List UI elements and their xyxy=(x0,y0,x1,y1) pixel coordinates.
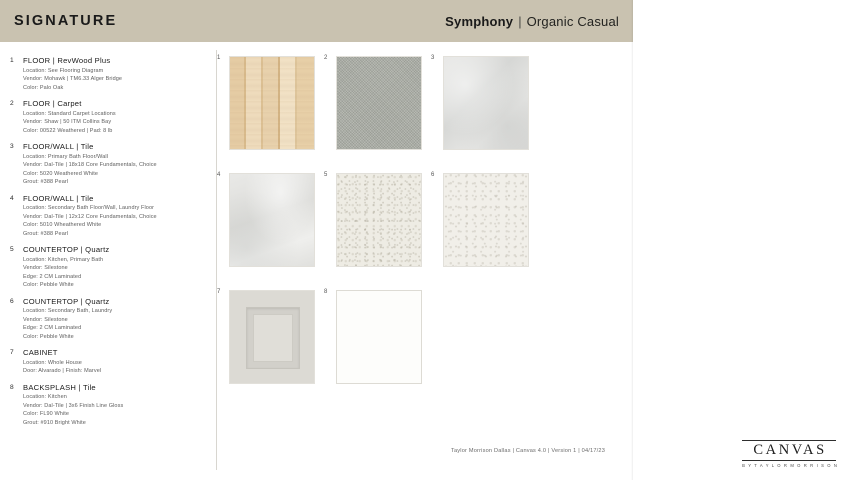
spec-item-6 xyxy=(10,297,206,342)
spec-item-4 xyxy=(10,194,206,239)
sample-row xyxy=(217,289,627,407)
spec-detail-color: Color: 5020 Weathered White xyxy=(23,170,99,177)
spec-detail-door: Door: Alvarado | Finish: Marvel xyxy=(23,368,102,375)
spec-detail-grout: Grout: #910 Bright White xyxy=(23,419,86,426)
tile-pale-grey-swatch xyxy=(229,173,315,267)
sample-panel xyxy=(217,42,838,480)
quartz-pebble-white-swatch xyxy=(336,173,422,267)
spec-detail-location: Location: See Flooring Diagram xyxy=(23,67,104,74)
spec-body xyxy=(23,348,206,376)
cabinet-panel-inset xyxy=(253,314,293,362)
spec-number: 8 xyxy=(10,383,14,391)
spec-detail-edge: Edge: 2 CM Laminated xyxy=(23,325,82,332)
spec-number: 2 xyxy=(10,100,14,108)
spec-detail-vendor: Vendor: Shaw | 50 ITM Collins Bay xyxy=(23,119,112,126)
spec-item-7 xyxy=(10,348,206,376)
spec-detail-location: Location: Standard Carpet Locations xyxy=(23,110,116,117)
footer-credit: Taylor Morrison Dallas | Canvas 4.0 | Version 1 | 04/17/23 xyxy=(451,448,606,454)
spec-item-8 xyxy=(10,383,206,428)
spec-title: BACKSPLASH | Tile xyxy=(23,382,96,392)
spec-detail-color: Color: 5010 Wheathered White xyxy=(23,222,102,229)
page-header xyxy=(0,0,633,42)
project-style: Organic Casual xyxy=(526,13,619,29)
canvas-logo xyxy=(742,440,838,468)
spec-detail-vendor: Vendor: Dal-Tile | 3x6 Finish Line Gloss xyxy=(23,402,124,409)
spec-detail-color: Color: Pebble White xyxy=(23,282,74,289)
spec-detail-location: Location: Primary Bath Floor/Wall xyxy=(23,153,109,160)
logo-wordmark: CANVAS xyxy=(753,442,827,458)
spec-detail-grout: Grout: #388 Pearl xyxy=(23,179,69,186)
sample-number: 4 xyxy=(217,172,221,178)
spec-detail-location: Location: Secondary Bath, Laundry xyxy=(23,308,113,315)
spec-title: FLOOR | RevWood Plus xyxy=(23,56,111,65)
spec-detail-color: Color: Pebble White xyxy=(23,333,74,340)
spec-body xyxy=(23,56,206,92)
spec-body xyxy=(23,383,206,428)
spec-number: 4 xyxy=(10,194,14,202)
spec-detail-vendor: Vendor: Dal-Tile | 18x18 Core Fundamentals, Choice xyxy=(23,162,157,169)
spec-body xyxy=(23,245,206,290)
spec-number: 7 xyxy=(10,349,14,357)
spec-number: 5 xyxy=(10,246,14,254)
sample-number: 5 xyxy=(324,172,328,178)
spec-detail-location: Location: Kitchen, Primary Bath xyxy=(23,256,104,263)
wood-floor-swatch xyxy=(229,56,315,150)
brand-title: SIGNATURE xyxy=(14,13,118,29)
sample-cell-1 xyxy=(217,55,316,156)
sample-number: 6 xyxy=(431,172,435,178)
spec-item-1 xyxy=(10,56,206,92)
spec-detail-location: Location: Whole House xyxy=(23,359,82,366)
spec-title: FLOOR | Carpet xyxy=(23,99,82,109)
spec-detail-grout: Grout: #388 Pearl xyxy=(23,230,69,237)
page-body xyxy=(0,42,838,480)
spec-detail-location: Location: Secondary Bath Floor/Wall, Laundry Floor xyxy=(23,205,155,212)
spec-body xyxy=(23,142,206,187)
page-edge-shadow xyxy=(631,0,633,480)
backsplash-white-swatch xyxy=(336,290,422,384)
sample-cell-empty xyxy=(437,290,530,390)
spec-detail-color: Color: 00522 Weathered | Pad: 8 lb xyxy=(23,127,113,134)
sample-cell-3 xyxy=(431,55,530,156)
spec-detail-vendor: Vendor: Silestone xyxy=(23,265,68,272)
quartz-pebble-white-2-swatch xyxy=(443,173,529,267)
spec-detail-color: Color: Palo Oak xyxy=(23,84,64,91)
spec-item-3 xyxy=(10,142,206,187)
spec-item-5 xyxy=(10,245,206,290)
spec-item-2 xyxy=(10,99,206,135)
spec-detail-color: Color: FL90 White xyxy=(23,411,70,418)
spec-detail-vendor: Vendor: Mohawk | TM6.33 Alger Bridge xyxy=(23,76,123,83)
spec-number: 3 xyxy=(10,143,14,151)
spec-detail-location: Location: Kitchen xyxy=(23,394,67,401)
project-header xyxy=(445,14,619,29)
sample-cell-4 xyxy=(217,172,316,273)
spec-title: CABINET xyxy=(23,348,58,358)
spec-body xyxy=(23,297,206,342)
spec-number: 6 xyxy=(10,297,14,305)
logo-rule-top xyxy=(742,440,836,441)
sample-cell-8 xyxy=(324,289,423,390)
specification-list xyxy=(0,42,216,480)
spec-title: COUNTERTOP | Quartz xyxy=(23,296,110,306)
spec-number: 1 xyxy=(10,57,14,64)
tile-light-grey-swatch xyxy=(443,56,529,150)
cabinet-door-swatch xyxy=(229,290,315,384)
spec-detail-edge: Edge: 2 CM Laminated xyxy=(23,273,82,280)
sample-number: 8 xyxy=(324,289,328,295)
spec-detail-vendor: Vendor: Silestone xyxy=(23,316,68,323)
spec-title: FLOOR/WALL | Tile xyxy=(23,193,94,203)
sample-cell-7 xyxy=(217,289,316,390)
page-footer xyxy=(434,438,850,474)
spec-title: COUNTERTOP | Quartz xyxy=(23,245,110,255)
sample-row xyxy=(217,55,627,173)
cabinet-panel-detail xyxy=(246,307,300,369)
sample-number: 1 xyxy=(217,55,221,61)
header-separator: | xyxy=(518,13,522,29)
sample-number: 7 xyxy=(217,289,221,295)
logo-rule-bottom xyxy=(742,460,836,461)
sample-number: 2 xyxy=(324,55,328,61)
spec-body xyxy=(23,194,206,239)
sample-cell-6 xyxy=(431,172,530,273)
spec-detail-vendor: Vendor: Dal-Tile | 12x12 Core Fundamentals, Choice xyxy=(23,213,157,220)
sample-grid xyxy=(217,55,627,407)
logo-subtitle: B Y T A Y L O R M O R R I S O N xyxy=(742,463,838,469)
sample-cell-5 xyxy=(324,172,423,273)
project-name: Symphony xyxy=(445,13,514,29)
spec-body xyxy=(23,99,206,135)
sample-number: 3 xyxy=(431,55,435,61)
carpet-swatch xyxy=(336,56,422,150)
sample-row xyxy=(217,172,627,290)
sample-cell-2 xyxy=(324,55,423,156)
spec-title: FLOOR/WALL | Tile xyxy=(23,142,94,152)
